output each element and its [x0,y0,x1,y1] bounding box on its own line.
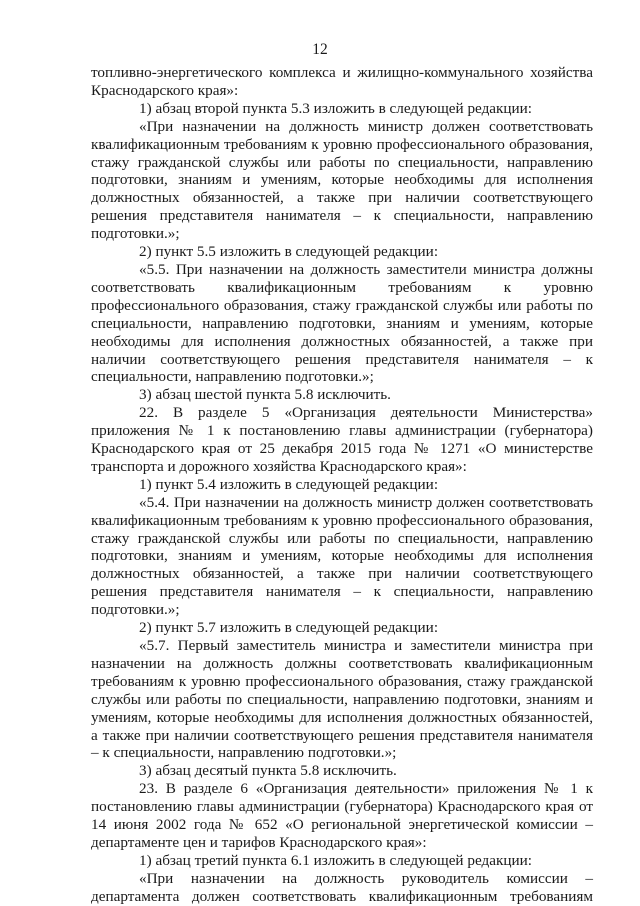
paragraph: 22. В разделе 5 «Организация деятельности Министерства» приложения № 1 к постановлению главы администрации (губернатора) Краснодарского края от 25 декабря 2015 года № 1271 «О министерстве транспорта и дорожного хозяйства Краснодарского края»: [91,404,593,475]
paragraph: «5.4. При назначении на должность министр должен соответствовать квалификационным требованиям к уровню профессионального образования, стажу гражданской службы или работы по специальности, направлению подготовки, знаниям и умениям, которые необходимы для исполнения должностных обязанностей, а также при наличии соответствующего решения представителя нанимателя – к специальности, направлению подготовки.»; [91,493,593,619]
paragraph: 1) абзац третий пункта 6.1 изложить в следующей редакции: [139,851,532,869]
paragraph: «5.5. При назначении на должность заместители министра должны соответствовать квалификационным требованиям к уровню профессионального образования, стажу гражданской службы или работы по специальности, направлению подготовки, знаниям и умениям, которые необходимы для исполнения должностных обязанностей, а также при наличии соответствующего решения представителя нанимателя – к специальности, направлению подготовки.»; [91,260,593,386]
paragraph: топливно-энергетического комплекса и жилищно-коммунального хозяйства Краснодарского края»: [91,64,593,99]
paragraph: «При назначении на должность министр должен соответствовать квалификационным требованиям к уровню профессионального образования, стажу гражданской службы или работы по специальности, направлению подготовки, знаниям и умениям, которые необходимы для исполнения должностных обязанностей, а также при наличии соответствующего решения представителя нанимателя – к специальности, направлению подготовки.»; [91,117,593,243]
paragraph: «При назначении на должность руководитель комиссии – департамента должен соответствовать квалификационным требованиям [91,869,593,905]
paragraph: 23. В разделе 6 «Организация деятельности» приложения № 1 к постановлению главы администрации (губернатора) Краснодарского края от 14 июня 2002 года № 652 «О региональной энергетической комиссии – департаменте цен и тарифов Краснодарского края»: [91,780,593,851]
document-body [91,64,593,906]
page-number: 12 [312,41,328,58]
paragraph: 3) абзац десятый пункта 5.8 исключить. [139,762,397,780]
paragraph: 3) абзац шестой пункта 5.8 исключить. [139,386,391,404]
paragraph: 1) абзац второй пункта 5.3 изложить в следующей редакции: [139,99,533,117]
paragraph: 2) пункт 5.5 изложить в следующей редакции: [139,243,439,261]
paragraph: 2) пункт 5.7 изложить в следующей редакции: [139,619,439,637]
paragraph: 1) пункт 5.4 изложить в следующей редакции: [139,475,439,493]
paragraph: «5.7. Первый заместитель министра и заместители министра при назначении на должность должны соответствовать квалификационным требованиям к уровню профессионального образования, стажу гражданской службы или работы по специальности, направлению подготовки, знаниям и умениям, которые необходимы для исполнения должностных обязанностей, а также при наличии соответствующего решения представителя нанимателя – к специальности, направлению подготовки.»; [91,637,593,762]
